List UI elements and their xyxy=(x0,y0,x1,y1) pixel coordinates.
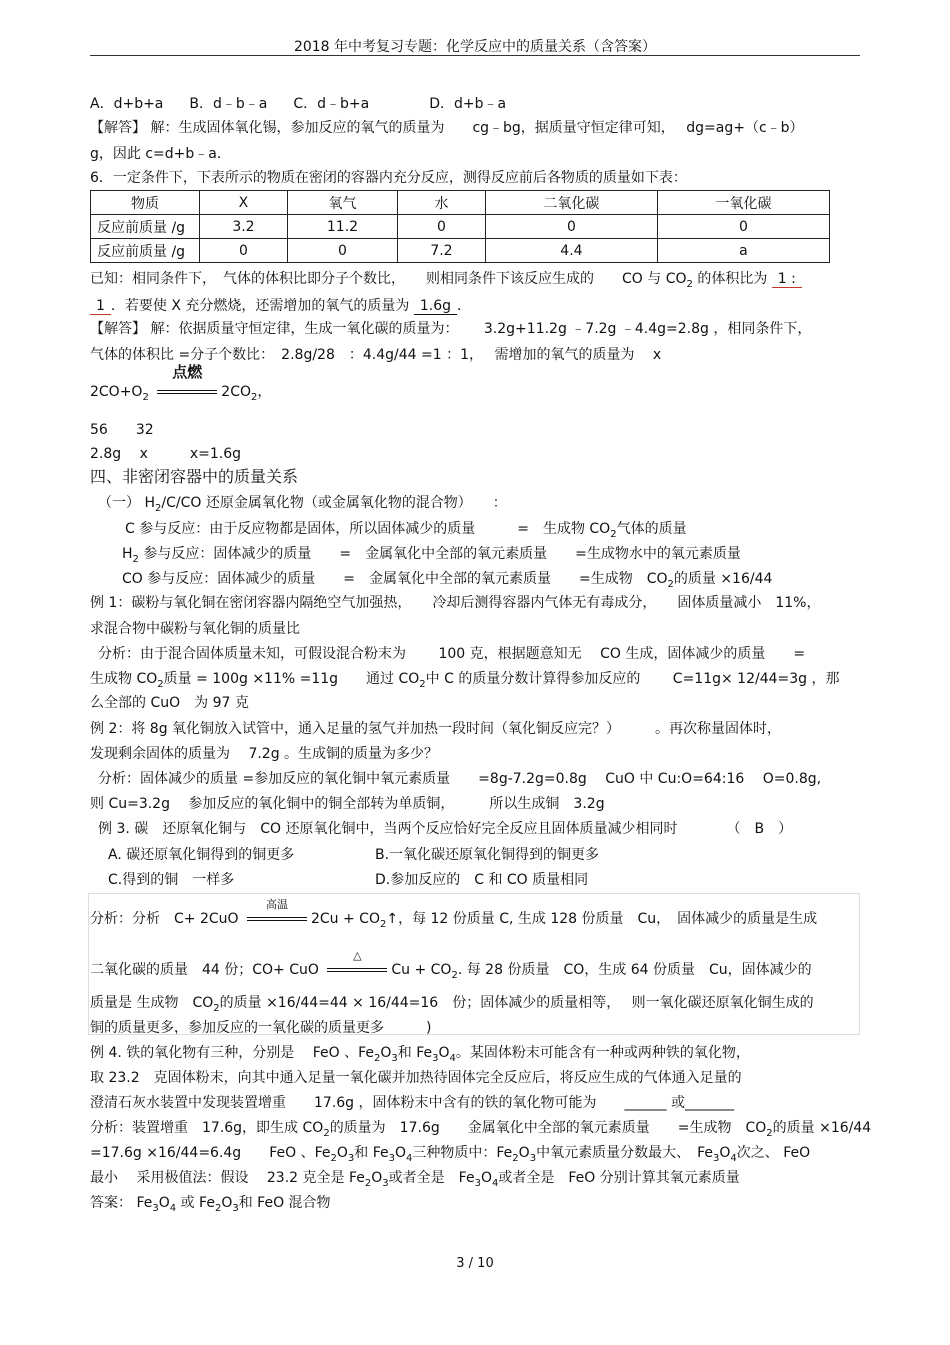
example-1-line-3: 分析：由于混合固体质量未知，可假设混合粉末为 100 克，根据题意知无 CO 生成，固体减少的质量 = xyxy=(98,646,806,662)
example-4-line-2: 取 23.2 克固体粉末，向其中通入足量一氧化碳并加热待固体完全反应后，将反应生成的气体通入足量的 xyxy=(90,1070,742,1086)
table-cell: 0 xyxy=(485,215,657,239)
table-cell: 0 xyxy=(657,215,829,239)
q5-options xyxy=(90,95,506,113)
q6-answer-line-2: 气体的体积比 =分子个数比： 2.8g/28 ：4.4g/44 =1 ：1， 需增加的氧气的质量为 x xyxy=(90,347,662,363)
example-2-line-3: 分析：固体减少的质量 =参加反应的氧化铜中氧元素质量 =8g-7.2g=0.8g CuO 中 Cu:O=64:16 O=0.8g, xyxy=(98,771,822,787)
table-cell: 0 xyxy=(200,239,288,263)
table-header-cell: 二氧化碳 xyxy=(485,191,657,215)
table-cell: 4.4 xyxy=(485,239,657,263)
q6-question: 6．一定条件下，下表所示的物质在密闭的容器内充分反应，测得反应前后各物质的质量如下表： xyxy=(90,170,687,186)
example-4-line-1: 例 4. 铁的氧化物有三种，分别是 FeO 、$Fe_2O_3$和 $Fe_3O_4$。某固体粉末可能含有一种或两种铁的氧化物， xyxy=(90,1045,750,1064)
table-header-cell: 氧气 xyxy=(287,191,397,215)
table-cell: 7.2 xyxy=(398,239,486,263)
ratio-blank-end: 1 xyxy=(90,298,111,315)
rule-co: CO 参与反应：固体减少的质量 = 金属氧化中全部的氧元素质量 =生成物 $CO_2$的质量 ×16/44 xyxy=(122,571,773,590)
example-2-line-2: 发现剩余固体的质量为 7.2g 。生成铜的质量为多少？ xyxy=(90,746,439,762)
example-4-answer: 答案： $Fe_3O_4$ 或 $Fe_2O_3$和 FeO 混合物 xyxy=(90,1195,331,1214)
equation-co-combustion: $2CO+O_2$ 点燃 $2CO_2$， xyxy=(90,363,272,403)
option-c: C．d﹣b+a xyxy=(293,96,370,112)
table-cell: a xyxy=(657,239,829,263)
equation-c-cuo: 分析：分析 C+ 2CuO 高温 $2Cu + CO_2↑$，每 12 份质量 C, 生成 128 份质量 Cu， 固体减少的质量是生成 xyxy=(90,898,818,930)
table-row xyxy=(91,239,830,263)
condition-ignite: 点燃 xyxy=(172,363,203,381)
condition-heat: △ xyxy=(353,949,362,962)
section-4-title: 四、非密闭容器中的质量关系 xyxy=(90,467,299,486)
table-cell: 反应前质量 /g xyxy=(91,215,200,239)
example-4-line-5: =17.6g ×16/44=6.4g FeO 、$Fe_2O_3$和 $Fe_3O_4$三种物质中：$Fe_2O_3$中氧元素质量分数最大、 $Fe_3O_4$次之、 FeO xyxy=(90,1145,811,1164)
page-header: 2018 年中考复习专题：化学反应中的质量关系（含答案） xyxy=(293,39,657,55)
option-d: D．d+b﹣a xyxy=(429,96,507,112)
table-cell: 3.2 xyxy=(200,215,288,239)
mass-table xyxy=(90,190,830,263)
calc-line-2: 2.8g x x=1.6g xyxy=(90,446,242,462)
rule-carbon: C 参与反应：由于反应物都是固体，所以固体减少的质量 = 生成物 $CO_2$气体的质量 xyxy=(125,521,687,540)
example-1-line-4: 生成物 $CO_2$质量 = 100g ×11% =11g 通过 $CO_2$中 C 的质量分数计算得参加反应的 C=11g× 12/44=3g ，那 xyxy=(90,671,840,690)
table-header-row xyxy=(91,191,830,215)
example-3-analysis-line-3: 质量是 生成物 $CO_2$的质量 ×16/44=44 × 16/44=16 份；固体减少的质量相等， 则一氧化碳还原氧化铜生成的 xyxy=(90,995,814,1014)
example-2-line-4: 则 Cu=3.2g 参加反应的氧化铜中的铜全部转为单质铜， 所以生成铜 3.2g xyxy=(90,796,605,812)
table-cell: 0 xyxy=(287,239,397,263)
q6-answer-line-1: 【解答】 解：依据质量守恒定律，生成一氧化碳的质量为： 3.2g+11.2g ﹣7.2g ﹣4.4g=2.8g ，相同条件下， xyxy=(90,321,812,337)
table-header-cell: 物质 xyxy=(91,191,200,215)
oxygen-mass-blank: 1.6g xyxy=(414,298,457,315)
example-4-line-4: 分析：装置增重 17.6g，即生成 $CO_2$的质量为 17.6g 金属氧化中全部的氧元素质量 =生成物 $CO_2$的质量 ×16/44 xyxy=(90,1120,872,1139)
ratio-blank: 1 : xyxy=(772,271,802,288)
table-header-cell: 水 xyxy=(398,191,486,215)
analysis-frame xyxy=(88,893,860,1035)
condition-high-temp: 高温 xyxy=(265,898,288,911)
known-line-2: 1 ．若要使 X 充分燃烧，还需增加的氧气的质量为 1.6g ． xyxy=(90,297,471,315)
example-3-option-a: A. 碳还原氧化铜得到的铜更多 xyxy=(108,847,295,863)
known-line-1: 已知：相同条件下， 气体的体积比即分子个数比， 则相同条件下该反应生成的 CO 与 $CO_2$ 的体积比为 1 : xyxy=(90,270,802,294)
q5-answer-line-2: g，因此 c=d+b﹣a． xyxy=(90,146,231,162)
example-2-line-1: 例 2：将 8g 氧化铜放入试管中，通入足量的氢气并加热一段时间（氧化铜反应完？） 。再次称量固体时， xyxy=(90,721,782,737)
option-a: A．d+b+a xyxy=(90,96,164,112)
table-header-cell: X xyxy=(200,191,288,215)
table-row xyxy=(91,215,830,239)
example-3-option-c: C.得到的铜 一样多 xyxy=(108,872,235,888)
example-3-option-d: D.参加反应的 C 和 CO 质量相同 xyxy=(375,872,589,888)
table-cell: 反应前质量 /g xyxy=(91,239,200,263)
example-3-analysis-line-4: 铜的质量更多，参加反应的一氧化碳的质量更多 ) xyxy=(90,1020,432,1036)
calc-line-1: 56 32 xyxy=(90,422,154,438)
example-4-line-6: 最小 采用极值法：假设 23.2 克全是 $Fe_2O_3$或者全是 $Fe_3O_4$或者全是 FeO 分别计算其氧元素质量 xyxy=(90,1170,740,1189)
page-number: 3 / 10 xyxy=(456,1256,494,1271)
equation-co-cuo: 二氧化碳的质量 44 份；CO+ CuO △ $Cu + CO_2$. 每 28 份质量 CO，生成 64 份质量 Cu，固体减少的 xyxy=(90,949,812,981)
example-4-line-3: 澄清石灰水装置中发现装置增重 17.6g ，固体粉末中含有的铁的氧化物可能为 ______ 或_______ xyxy=(90,1095,734,1111)
example-1-line-5: 么全部的 CuO 为 97 克 xyxy=(90,695,249,711)
example-3-option-b: B.一氧化碳还原氧化铜得到的铜更多 xyxy=(375,847,600,863)
example-1-line-2: 求混合物中碳粉与氧化铜的质量比 xyxy=(90,621,300,637)
reaction-arrow xyxy=(157,363,217,401)
table-cell: 0 xyxy=(398,215,486,239)
q5-answer-line-1: 【解答】 解：生成固体氧化锡，参加反应的氧气的质量为 cg﹣bg，据质量守恒定律可知， dg=ag+（c﹣b） xyxy=(90,120,804,136)
table-cell: 11.2 xyxy=(287,215,397,239)
header-rule xyxy=(90,55,860,56)
option-b: B．d﹣b﹣a xyxy=(189,96,268,112)
example-3-line-1: 例 3. 碳 还原氧化铜与 CO 还原氧化铜中，当两个反应恰好完全反应且固体质量减少相同时 （ B ） xyxy=(98,821,793,837)
rule-hydrogen: $H_2$ 参与反应：固体减少的质量 = 金属氧化中全部的氧元素质量 =生成物水中的氧元素质量 xyxy=(122,546,741,565)
table-header-cell: 一氧化碳 xyxy=(657,191,829,215)
example-1-line-1: 例 1：碳粉与氧化铜在密闭容器内隔绝空气加强热， 冷却后测得容器内气体无有毒成分， 固体质量减小 11%， xyxy=(90,595,821,611)
subsection-1-title: （一） $H_2/C/CO$ 还原金属氧化物（或金属氧化物的混合物） ： xyxy=(98,495,507,514)
